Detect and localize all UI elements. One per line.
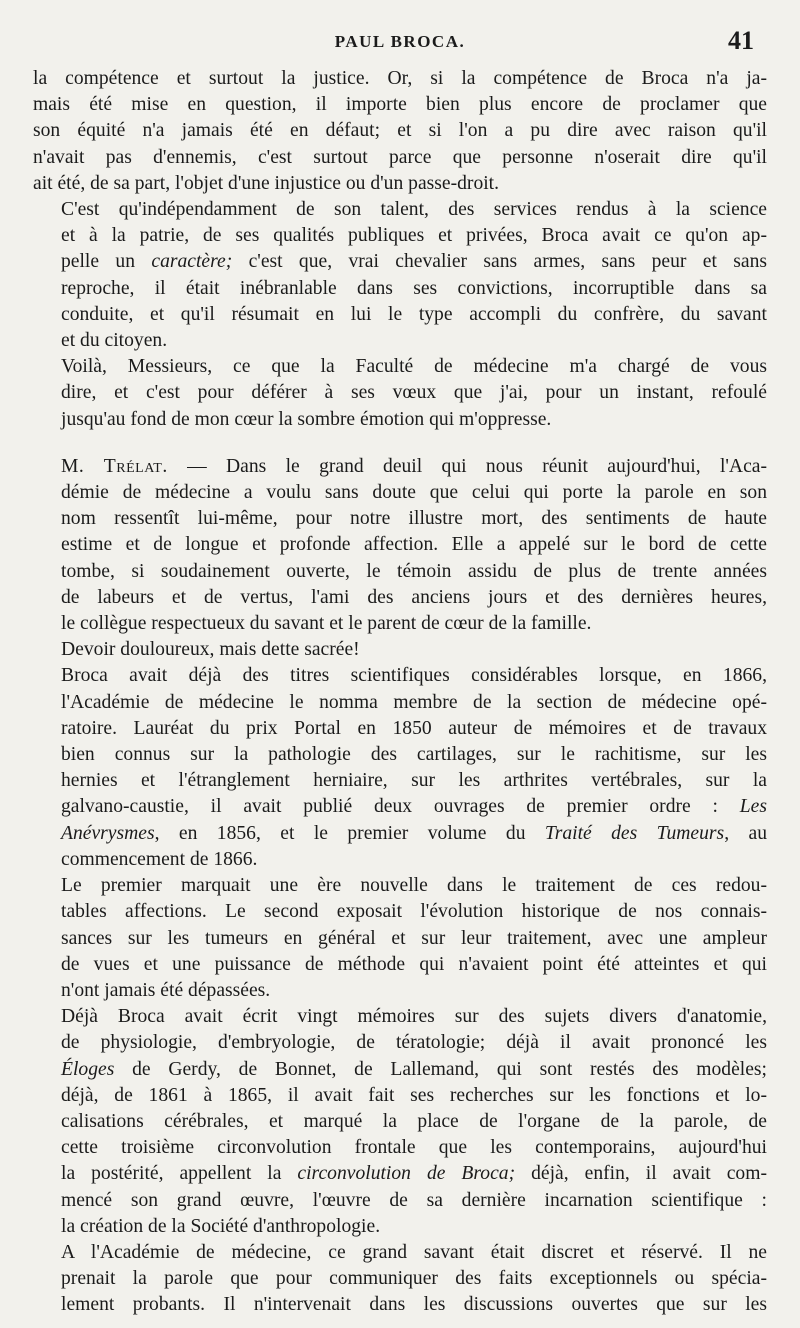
italic-term: caractère; [151, 251, 233, 273]
text-line: l'Académie de médecine le nomma membre de la section de médecine opé- [61, 691, 767, 713]
text-line: bien connus sur la pathologie des cartilages, sur le rachitisme, sur les [61, 744, 767, 766]
page-header [0, 28, 800, 58]
text-line: ait été, de sa part, l'objet d'une injustice ou d'un passe-droit. [33, 172, 500, 194]
body-text [33, 66, 767, 1319]
text-line: Éloges de Gerdy, de Bonnet, de Lallemand, qui sont restés des modèles; [61, 1058, 767, 1080]
text-line: n'avait pas d'ennemis, c'est surtout parce que personne n'oserait dire qu'il [33, 146, 767, 168]
text-line: tombe, si soudainement ouverte, le témoin assidu de plus de trente années [61, 560, 767, 582]
paragraph-8 [33, 1004, 767, 1240]
text-line: prenait la parole que pour communiquer des faits exceptionnels ou spécia- [61, 1268, 767, 1290]
text-line: calisations cérébrales, et marqué la place de l'organe de la parole, de [61, 1110, 767, 1132]
paragraph-7 [33, 873, 767, 1004]
text-line: de vues et une puissance de méthode qui n'avaient point été atteintes et qui [61, 953, 767, 975]
text-line: M. Trélat. — Dans le grand deuil qui nous réunit aujourd'hui, l'Aca- [61, 455, 767, 477]
italic-title: Traité des Tumeurs [544, 822, 725, 844]
text-line: dire, et c'est pour déférer à ses vœux que j'ai, pour un instant, refoulé [61, 382, 767, 404]
text-line: commencement de 1866. [61, 848, 258, 870]
text-line: la postérité, appellent la circonvolution de Broca; déjà, enfin, il avait com- [61, 1163, 767, 1185]
text-line: déjà, de 1861 à 1865, il avait fait ses recherches sur les fonctions et lo- [61, 1084, 767, 1106]
italic-title: Anévrysmes [61, 822, 155, 844]
text-line: Anévrysmes, en 1856, et le premier volume du Traité des Tumeurs, au [61, 822, 767, 844]
text-line: jusqu'au fond de mon cœur la sombre émotion qui m'oppresse. [61, 408, 552, 430]
text-line: conduite, et qu'il résumait en lui le type accompli du confrère, du savant [61, 303, 767, 325]
text-line: pelle un caractère; c'est que, vrai chevalier sans armes, sans peur et sans [61, 251, 768, 273]
paragraph-4 [33, 454, 767, 637]
text-line: reproche, il était inébranlable dans ses convictions, incorruptible dans sa [61, 277, 767, 299]
text-line: hernies et l'étranglement herniaire, sur les arthrites vertébrales, sur la [61, 770, 767, 792]
text-line: galvano-caustie, il avait publié deux ouvrages de premier ordre : Les [61, 796, 767, 818]
text-line: le collègue respectueux du savant et le parent de cœur de la famille. [61, 613, 592, 635]
text-line: son équité n'a jamais été en défaut; et si l'on a pu dire avec raison qu'il [33, 120, 767, 142]
section-break [33, 433, 767, 454]
text-line: Le premier marquait une ère nouvelle dans le traitement de ces redou- [61, 875, 767, 897]
text-line: démie de médecine a voulu sans doute que celui qui porte la parole en son [61, 482, 767, 504]
text-line: Déjà Broca avait écrit vingt mémoires sur des sujets divers d'anatomie, [61, 1006, 767, 1028]
text-line: estime et de longue et profonde affection. Elle a appelé sur le bord de cette [61, 534, 767, 556]
italic-title: Éloges [61, 1058, 115, 1080]
text-line: et du citoyen. [61, 330, 168, 352]
text-line: mais été mise en question, il importe bien plus encore de proclamer que [33, 94, 767, 116]
running-title: PAUL BROCA. [334, 32, 466, 51]
paragraph-1 [33, 66, 767, 197]
text-line: Voilà, Messieurs, ce que la Faculté de médecine m'a chargé de vous [61, 356, 767, 378]
text-line: de physiologie, d'embryologie, de tératologie; déjà il avait prononcé les [61, 1032, 767, 1054]
paragraph-6 [33, 663, 767, 873]
text-line: de labeurs et de vertus, l'ami des anciens jours et des dernières heures, [61, 586, 767, 608]
text-line: la création de la Société d'anthropologie. [61, 1215, 381, 1237]
text-line: Devoir douloureux, mais dette sacrée! [61, 639, 360, 661]
text-line: A l'Académie de médecine, ce grand savant était discret et réservé. Il ne [61, 1241, 767, 1263]
paragraph-2 [33, 197, 767, 354]
text-line: nom ressentît lui-même, pour notre illustre mort, des sentiments de haute [61, 508, 767, 530]
italic-title: Les [739, 796, 767, 818]
text-line: ratoire. Lauréat du prix Portal en 1850 auteur de mémoires et de travaux [61, 717, 767, 739]
speaker-name: M. Trélat. [61, 455, 168, 477]
text-line: mencé son grand œuvre, l'œuvre de sa dernière incarnation scientifique : [61, 1189, 767, 1211]
italic-term: circonvolution de Broca; [297, 1163, 516, 1185]
text-line: Broca avait déjà des titres scientifiques considérables lorsque, en 1866, [61, 665, 767, 687]
text-line: la compétence et surtout la justice. Or, si la compétence de Broca n'a ja- [33, 68, 767, 89]
text-line: lement probants. Il n'intervenait dans les discussions ouvertes que sur les [61, 1294, 767, 1316]
page-number: 41 [728, 26, 754, 55]
paragraph-5 [33, 637, 767, 663]
paragraph-3 [33, 354, 767, 433]
text-line: C'est qu'indépendamment de son talent, des services rendus à la science [61, 199, 767, 221]
text-line: et à la patrie, de ses qualités publiques et privées, Broca avait ce qu'on ap- [61, 225, 767, 247]
text-line: tables affections. Le second exposait l'évolution historique de nos connais- [61, 901, 767, 923]
text-line: sances sur les tumeurs en général et sur leur traitement, avec une ampleur [61, 927, 767, 949]
text-line: n'ont jamais été dépassées. [61, 979, 271, 1001]
text-line: cette troisième circonvolution frontale que les contemporains, aujourd'hui [61, 1137, 767, 1159]
paragraph-9 [33, 1240, 767, 1319]
